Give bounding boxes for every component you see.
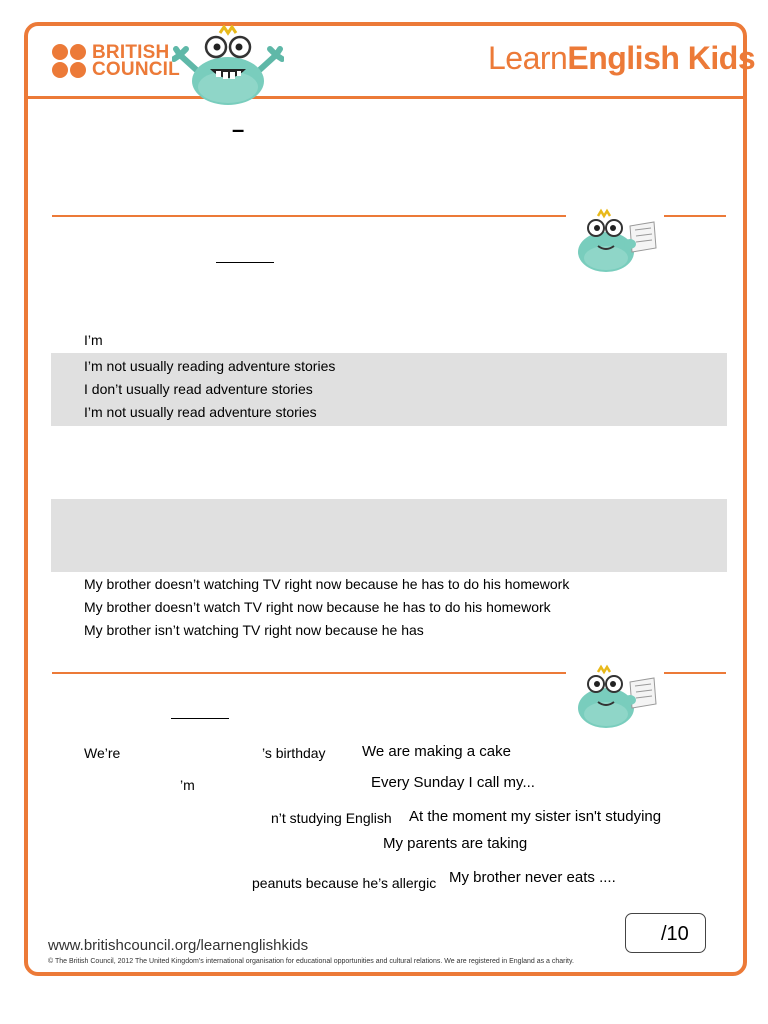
footer-url[interactable]: www.britishcouncil.org/learnenglishkids xyxy=(48,937,309,954)
match-answer[interactable]: At the moment my sister isn't studying xyxy=(409,808,662,825)
footer-copyright: © The British Council, 2012 The United Kingdom’s international organisation for educational opportunities and cultural relations. We are registered in England as a charity. xyxy=(48,958,574,965)
match-left-fragment: We’re xyxy=(84,745,121,761)
section1-rule-left xyxy=(52,215,566,217)
match-left-fragment: ’m xyxy=(180,777,195,793)
logo-dot xyxy=(70,62,86,78)
section2-rule-right xyxy=(664,672,726,674)
question2-option[interactable]: My brother isn’t watching TV right now because he has xyxy=(84,622,424,638)
match-answer[interactable]: My parents are taking xyxy=(383,835,528,852)
monster-reading-icon xyxy=(568,664,660,732)
match-mid-fragment: peanuts because he’s allergic xyxy=(252,875,437,891)
question1-prompt: I’m xyxy=(84,332,103,348)
learnenglish-kids-logo xyxy=(488,40,755,77)
blank-line xyxy=(216,262,274,263)
match-mid-fragment: n’t studying English xyxy=(271,810,392,826)
monster-reading-icon xyxy=(568,208,660,276)
title-dash: – xyxy=(232,117,245,142)
blank-line xyxy=(171,718,229,719)
logo-kids: Kids xyxy=(679,40,756,76)
logo-text-council: COUNCIL xyxy=(92,59,180,80)
match-answer[interactable]: My brother never eats .... xyxy=(449,869,616,886)
score-text: /10 xyxy=(661,923,689,945)
match-answer[interactable]: We are making a cake xyxy=(362,743,511,760)
monster-mascot-icon xyxy=(172,25,284,107)
logo-dot xyxy=(52,62,68,78)
question2-option[interactable]: My brother doesn’t watching TV right now because he has to do his homework xyxy=(84,576,570,592)
match-mid-fragment: ’s birthday xyxy=(262,745,326,761)
british-council-logo xyxy=(52,42,180,80)
logo-text-british: BRITISH xyxy=(92,42,170,63)
logo-dot xyxy=(70,44,86,60)
match-answer[interactable]: Every Sunday I call my... xyxy=(371,774,535,791)
logo-dot xyxy=(52,44,68,60)
section2-rule-left xyxy=(52,672,566,674)
question2-option[interactable]: My brother doesn’t watch TV right now because he has to do his homework xyxy=(84,599,551,615)
logo-learn: Learn xyxy=(488,40,568,76)
question2-box xyxy=(51,499,727,572)
question1-option[interactable]: I’m not usually reading adventure stories xyxy=(84,358,336,374)
header-divider xyxy=(26,96,745,99)
logo-english: English xyxy=(567,40,680,76)
question1-option[interactable]: I don’t usually read adventure stories xyxy=(84,381,313,397)
question1-option[interactable]: I’m not usually read adventure stories xyxy=(84,404,317,420)
section1-rule-right xyxy=(664,215,726,217)
